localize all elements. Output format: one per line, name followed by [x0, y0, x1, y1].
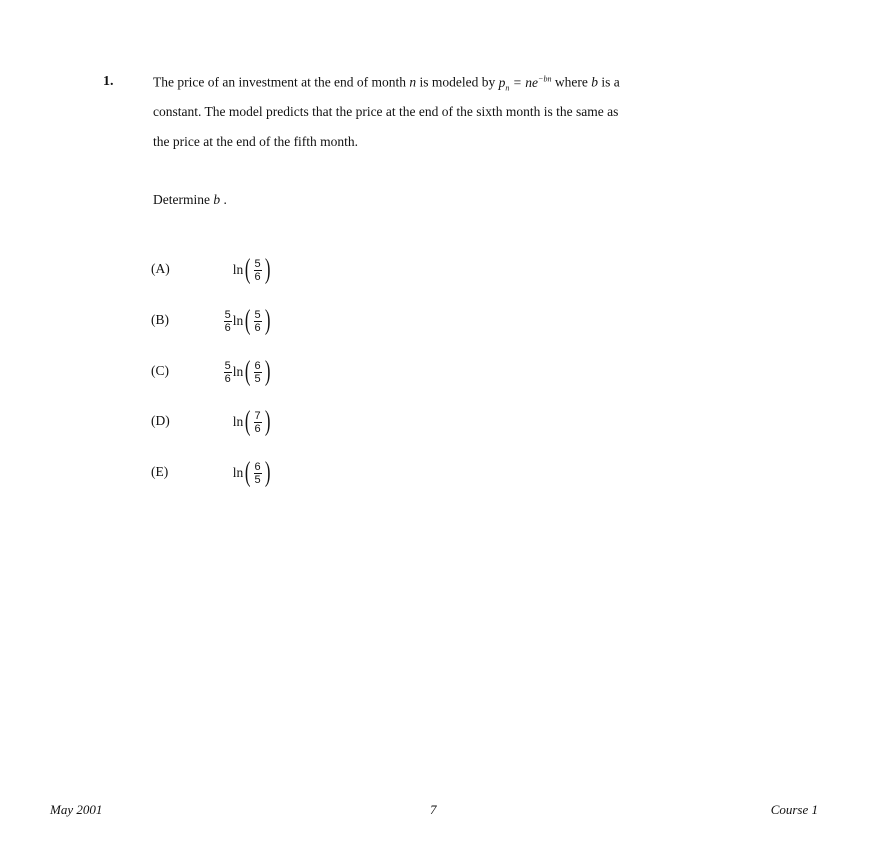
- left-paren: (: [245, 457, 251, 488]
- formula-sup: −bn: [538, 74, 552, 83]
- footer-page-number: 7: [430, 802, 437, 817]
- numerator: 6: [254, 460, 261, 473]
- text: Determine: [153, 192, 214, 207]
- denominator: 5: [254, 372, 261, 385]
- formula: [498, 74, 552, 93]
- formula-p: p: [498, 74, 506, 90]
- coefficient-fraction: [224, 360, 232, 385]
- question-line-2: constant. The model predicts that the price at the end of the sixth month is the same as: [153, 104, 619, 119]
- denominator: 6: [254, 321, 261, 334]
- coef-denominator: 6: [224, 372, 231, 385]
- option-expression: [200, 457, 272, 489]
- argument-fraction: [254, 360, 262, 385]
- footer-course: Course 1: [770, 802, 818, 817]
- formula-ne: ne: [525, 74, 539, 90]
- left-paren: (: [245, 356, 251, 387]
- ln: ln: [232, 465, 244, 480]
- option-label: (C): [151, 363, 169, 378]
- ln: ln: [232, 313, 244, 328]
- option-expression: [200, 305, 272, 337]
- right-paren: ): [264, 254, 271, 285]
- numerator: 5: [254, 257, 261, 270]
- option-label: (A): [151, 261, 170, 276]
- denominator: 5: [254, 473, 261, 486]
- option-expression: [200, 254, 272, 286]
- var-b: b: [213, 192, 221, 207]
- option-expression: [200, 406, 272, 438]
- left-paren: (: [245, 254, 251, 285]
- option-label: (B): [151, 312, 169, 327]
- coef-numerator: 5: [224, 308, 231, 321]
- right-paren: ): [264, 356, 271, 387]
- right-paren: ): [264, 457, 271, 488]
- text: is modeled by: [416, 74, 499, 90]
- left-paren: (: [245, 305, 251, 336]
- text: .: [220, 192, 227, 207]
- coef-denominator: 6: [224, 321, 231, 334]
- question-number: 1.: [103, 74, 114, 89]
- argument-fraction: [254, 309, 262, 334]
- ln: ln: [232, 364, 244, 379]
- coefficient-fraction: [224, 309, 232, 334]
- option-expression: [200, 356, 272, 388]
- question-prompt: [153, 192, 227, 208]
- question-line-3: the price at the end of the fifth month.: [153, 134, 359, 149]
- ln: ln: [232, 414, 244, 429]
- denominator: 6: [254, 422, 261, 435]
- right-paren: ): [264, 406, 271, 437]
- denominator: 6: [254, 270, 261, 283]
- var-b: b: [591, 74, 598, 90]
- right-paren: ): [264, 305, 271, 336]
- formula-eq: =: [509, 74, 526, 90]
- ln: ln: [232, 262, 244, 277]
- numerator: 7: [254, 409, 261, 422]
- var-n: n: [409, 74, 417, 90]
- text: The price of an investment at the end of month: [153, 74, 410, 90]
- argument-fraction: [254, 461, 262, 486]
- numerator: 6: [254, 359, 261, 372]
- question-line-1: [153, 74, 620, 92]
- footer-date: May 2001: [50, 802, 103, 817]
- coef-numerator: 5: [224, 359, 231, 372]
- formula-sub: n: [505, 83, 510, 93]
- argument-fraction: [254, 258, 262, 283]
- argument-fraction: [254, 410, 262, 435]
- text: where: [551, 74, 592, 90]
- left-paren: (: [245, 406, 251, 437]
- option-label: (D): [151, 413, 170, 428]
- text: is a: [597, 74, 620, 90]
- option-label: (E): [151, 464, 169, 479]
- numerator: 5: [254, 308, 261, 321]
